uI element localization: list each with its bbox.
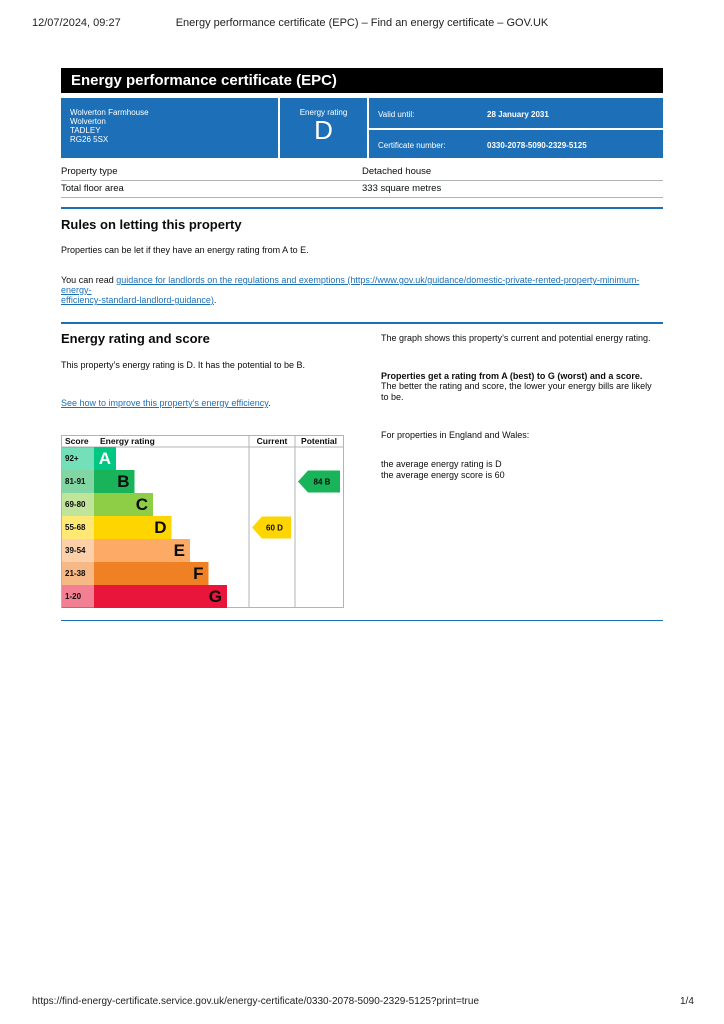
section-divider: [61, 207, 663, 209]
rating-letter-B: B: [117, 472, 130, 491]
score-range-A: 92+: [65, 454, 79, 463]
score-range-G: 1-20: [65, 592, 82, 601]
energy-rating-label: Energy rating: [299, 108, 348, 117]
average-rating: the average energy rating is D: [381, 459, 502, 469]
improve-efficiency: [61, 398, 271, 408]
address-line-3: TADLEY: [70, 126, 101, 135]
rating-letter-E: E: [173, 541, 185, 560]
print-page-count: 1/4: [680, 996, 694, 1007]
rating-letter-C: C: [135, 495, 148, 514]
current-score-label: 60 D: [266, 523, 283, 533]
energy-rating-letter: D: [314, 115, 333, 145]
valid-until-box: [369, 98, 663, 128]
print-date: 12/07/2024, 09:27: [32, 17, 121, 29]
graph-explanation: The graph shows this property’s current and potential energy rating.: [381, 333, 651, 343]
floor-area-value: 333 square metres: [362, 183, 442, 194]
letting-heading: Rules on letting this property: [61, 217, 242, 232]
rating-bar-F: [94, 562, 209, 585]
print-page-title: Energy performance certificate (EPC) – Find an energy certificate – GOV.UK: [175, 17, 549, 29]
print-url: https://find-energy-certificate.service.gov.uk/energy-certificate/0330-2078-5090-2329-5125?print=true: [32, 996, 480, 1007]
chart-header-0: Score: [65, 436, 89, 446]
score-range-B: 81-91: [65, 477, 86, 486]
floor-area-label: Total floor area: [61, 183, 124, 194]
certificate-title: Energy performance certificate (EPC): [61, 68, 663, 93]
score-range-D: 55-68: [65, 523, 86, 532]
england-wales-intro: For properties in England and Wales:: [381, 430, 530, 440]
address-line-2: Wolverton: [70, 117, 106, 126]
potential-score-label: 84 B: [313, 477, 331, 487]
rating-letter-A: A: [98, 449, 111, 468]
valid-until-label: Valid until:: [378, 110, 415, 119]
letting-guidance: [61, 275, 663, 305]
rating-bills-explanation-2: to be.: [381, 392, 404, 402]
score-range-F: 21-38: [65, 569, 86, 578]
section-divider: [61, 322, 663, 324]
improve-efficiency-link[interactable]: See how to improve this property’s energy efficiency: [61, 398, 269, 408]
valid-until-value: 28 January 2031: [487, 110, 549, 119]
floor-area-row: [61, 181, 663, 198]
property-type-row: [61, 164, 663, 181]
letting-guidance-suffix: .: [213, 295, 217, 305]
address-line-1: Wolverton Farmhouse: [70, 108, 149, 117]
certificate-number-value: 0330-2078-5090-2329-5125: [487, 141, 587, 150]
address-line-4: RG26 5SX: [70, 135, 109, 144]
landlord-guidance-link[interactable]: [61, 275, 639, 305]
average-score: the average energy score is 60: [381, 470, 505, 480]
energy-rating-box: [280, 98, 367, 158]
improve-efficiency-suffix: .: [268, 398, 271, 408]
rating-letter-G: G: [208, 587, 222, 606]
score-range-E: 39-54: [65, 546, 86, 555]
landlord-guidance-link-line2[interactable]: efficiency-standard-landlord-guidance): [61, 295, 214, 305]
rating-summary: This property’s energy rating is D. It has the potential to be B.: [61, 360, 305, 370]
rating-bar-G: [94, 585, 227, 608]
section-divider: [61, 620, 663, 621]
letting-text: Properties can be let if they have an energy rating from A to E.: [61, 245, 309, 255]
rating-scale-explanation: Properties get a rating from A (best) to G (worst) and a score.: [381, 371, 643, 381]
rating-letter-F: F: [193, 564, 204, 583]
chart-header-3: Potential: [301, 436, 337, 446]
address-box: [61, 98, 278, 158]
property-type-label: Property type: [61, 166, 118, 177]
rating-bills-explanation-1: The better the rating and score, the lower your energy bills are likely: [381, 381, 652, 391]
energy-rating-chart: [61, 435, 345, 609]
certificate-number-box: [369, 130, 663, 158]
chart-header-1: Energy rating: [100, 436, 155, 446]
score-range-C: 69-80: [65, 500, 86, 509]
certificate-number-label: Certificate number:: [378, 141, 446, 150]
landlord-guidance-link-line1[interactable]: guidance for landlords on the regulations and exemptions (https://www.gov.uk/guidance/domestic-private-rented-property-minimum-energy-: [61, 275, 640, 295]
chart-header-2: Current: [256, 436, 288, 446]
rating-heading: Energy rating and score: [61, 331, 210, 346]
property-type-value: Detached house: [362, 166, 432, 177]
letting-guidance-prefix: You can read: [61, 275, 117, 285]
rating-letter-D: D: [154, 518, 167, 537]
